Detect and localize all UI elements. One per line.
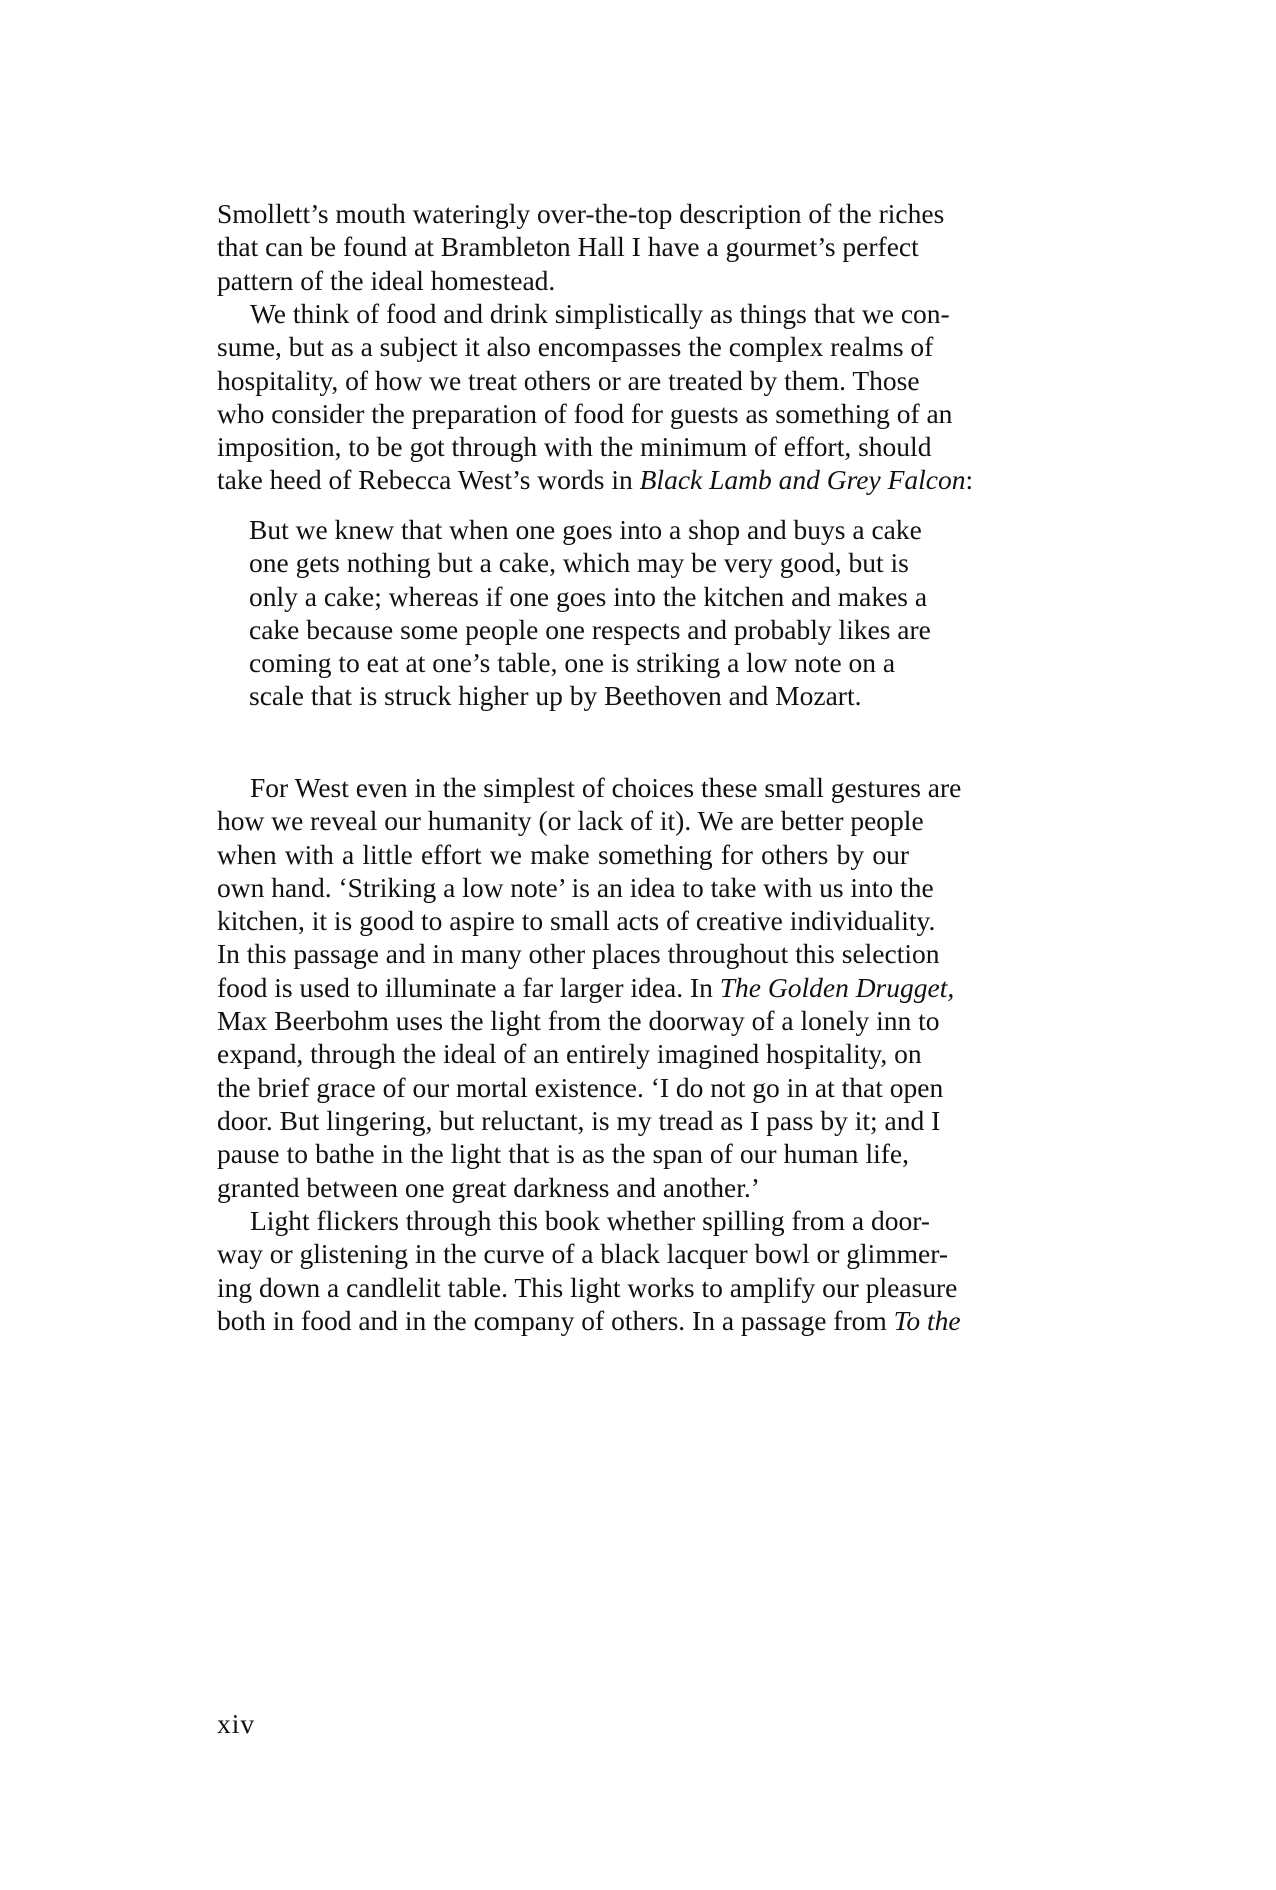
text-run: both in food and in the company of others. In a passage from — [217, 1304, 894, 1336]
text-line — [217, 463, 974, 496]
quote-line: But we knew that when one goes into a shop and buys a cake — [249, 514, 922, 545]
text-line: hospitality, of how we treat others or are treated by them. Those — [217, 364, 920, 396]
text-line: sume, but as a subject it also encompasses the complex realms of — [217, 331, 934, 363]
text-line: own hand. ‘Striking a low note’ is an idea to take with us into the — [217, 871, 934, 903]
text-line: Smollett’s mouth wateringly over-the-top description of the riches — [217, 198, 945, 229]
text-line: We think of food and drink simplistically as things that we con- — [250, 298, 950, 329]
quote-line: one gets nothing but a cake, which may be very good, but is — [249, 547, 909, 579]
text-run: food is used to illuminate a far larger idea. In — [217, 971, 720, 1003]
text-line: the brief grace of our mortal existence. ‘I do not go in at that open — [217, 1071, 944, 1103]
paragraph-3 — [217, 771, 962, 1204]
quote-line: cake because some people one respects and probably likes are — [249, 613, 931, 645]
text-line — [217, 1304, 961, 1337]
block-quote — [249, 513, 931, 713]
book-title: The Golden Drugget, — [719, 971, 955, 1003]
text-line: kitchen, it is good to aspire to small acts of creative individuality. — [217, 905, 936, 937]
text-line: In this passage and in many other places throughout this selection — [217, 938, 940, 970]
text-line: pattern of the ideal homestead. — [217, 264, 556, 296]
quote-line: scale that is struck higher up by Beethoven and Mozart. — [249, 680, 862, 712]
text-line: Light flickers through this book whether spilling from a door- — [250, 1205, 930, 1236]
text-line: who consider the preparation of food for guests as something of an — [217, 397, 953, 429]
text-line: For West even in the simplest of choices these small gestures are — [250, 772, 962, 803]
paragraph-4 — [217, 1204, 961, 1337]
text-line: pause to bathe in the light that is as the span of our human life, — [217, 1138, 909, 1170]
text-line: imposition, to be got through with the minimum of effort, should — [217, 431, 932, 463]
text-line: door. But lingering, but reluctant, is my tread as I pass by it; and I — [217, 1104, 941, 1136]
book-title: Black Lamb and Grey Falcon — [639, 464, 966, 496]
text-line: granted between one great darkness and another.’ — [217, 1171, 760, 1203]
text-line: way or glistening in the curve of a black lacquer bowl or glimmer- — [217, 1238, 949, 1270]
page-number: xiv — [217, 1708, 256, 1739]
paragraph-2 — [217, 297, 974, 497]
text-line: how we reveal our humanity (or lack of it). We are better people — [217, 805, 924, 837]
paragraph-1 — [217, 197, 945, 297]
quote-line: only a cake; whereas if one goes into the kitchen and makes a — [249, 580, 928, 612]
text-line: ing down a candlelit table. This light works to amplify our pleasure — [217, 1271, 958, 1303]
text-run: take heed of Rebecca West’s words in — [217, 464, 640, 496]
text-line — [217, 971, 955, 1004]
text-line: that can be found at Brambleton Hall I have a gourmet’s perfect — [217, 231, 919, 263]
text-line: when with a little effort we make something for others by our — [217, 838, 909, 870]
book-title: To the — [893, 1304, 961, 1336]
text-line: Max Beerbohm uses the light from the doorway of a lonely inn to — [217, 1005, 940, 1037]
text-run: : — [965, 464, 974, 496]
quote-line: coming to eat at one’s table, one is striking a low note on a — [249, 647, 896, 679]
text-line: expand, through the ideal of an entirely imagined hospitality, on — [217, 1038, 922, 1070]
